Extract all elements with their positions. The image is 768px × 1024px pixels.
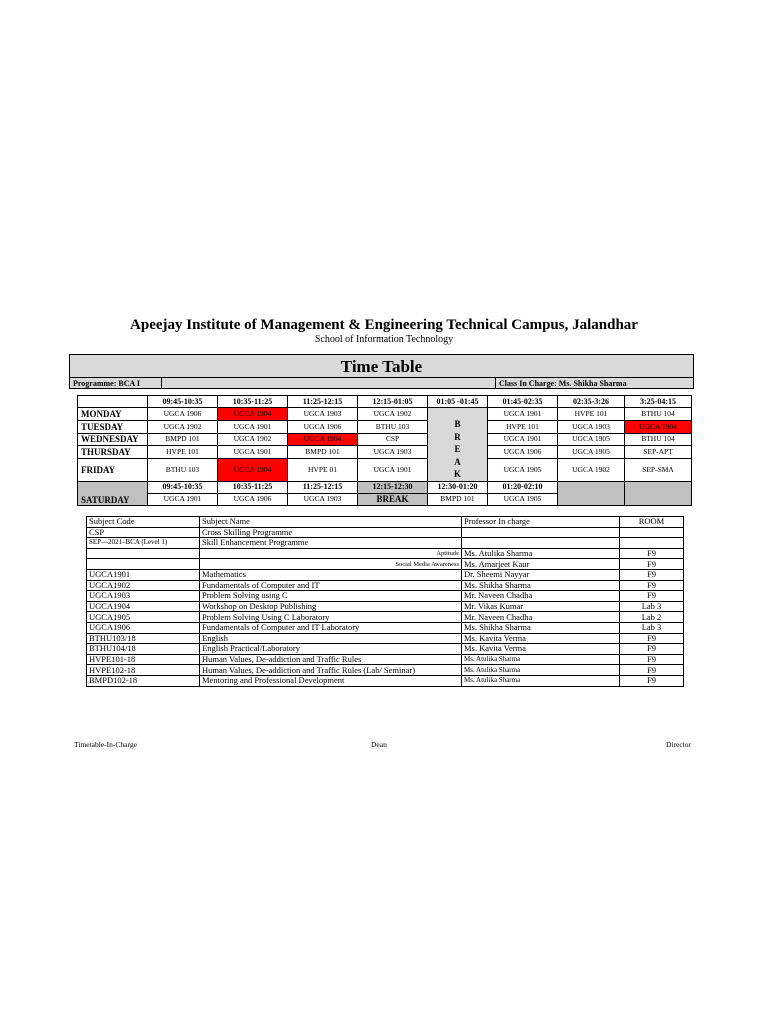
class-cell: UGCA 1906 [488, 446, 558, 459]
class-cell: UGCA 1902 [558, 459, 625, 481]
professor-in-charge: Mr. Vikas Kumar [462, 601, 620, 612]
programme-row [70, 377, 693, 389]
slot-time: 09:45-10:35 [148, 396, 218, 408]
slot-time: 11:25-12:15 [288, 396, 358, 408]
room: F9 [620, 654, 684, 665]
slot-time: 12:15-12:30 [358, 481, 428, 493]
subject-name: English Practical/Laboratory [200, 644, 462, 655]
subject-code: CSP [87, 527, 200, 538]
day-label: FRIDAY [78, 459, 148, 481]
professor-in-charge: Ms. Atulika Sharma [462, 675, 620, 686]
class-cell: UGCA 1903 [358, 446, 428, 459]
room [620, 538, 684, 549]
class-cell: HVPE 101 [488, 420, 558, 433]
class-cell: UGCA 1902 [148, 420, 218, 433]
subject-name: Human Values, De-addiction and Traffic Rules (Lab/ Seminar) [200, 665, 462, 676]
slot-time: 09:45-10:35 [148, 481, 218, 493]
room: F9 [620, 548, 684, 559]
class-cell: UGCA 1901 [148, 493, 218, 505]
professor-in-charge: Ms. Kavita Verma [462, 633, 620, 644]
slot-time: 01:20-02:10 [488, 481, 558, 493]
table-row [87, 665, 684, 676]
class-cell: UGCA 1902 [218, 433, 288, 446]
table-row [87, 591, 684, 602]
slot-time: 02:35-3:26 [558, 396, 625, 408]
class-cell: UGCA 1906 [218, 493, 288, 505]
table-row [87, 601, 684, 612]
class-cell: HVPE 101 [558, 408, 625, 421]
room: Lab 3 [620, 601, 684, 612]
class-cell: UGCA 1904 [218, 459, 288, 481]
class-cell: UGCA 1902 [358, 408, 428, 421]
room: F9 [620, 675, 684, 686]
subject-header-row [87, 517, 684, 528]
subject-name: Aptitude [200, 548, 462, 559]
room: Lab 3 [620, 622, 684, 633]
break-letters: B R E A K [453, 419, 461, 479]
subject-name: Fundamentals of Computer and IT Laboratory [200, 622, 462, 633]
class-cell: UGCA 1901 [488, 408, 558, 421]
subject-code: UGCA1901 [87, 569, 200, 580]
class-cell: UGCA 1905 [558, 433, 625, 446]
programme-blank [162, 378, 496, 389]
professor-in-charge: Mr. Naveen Chadha [462, 591, 620, 602]
class-cell: BMPD 101 [428, 493, 488, 505]
table-row [87, 559, 684, 570]
column-header: Subject Name [200, 517, 462, 528]
slot-header-row [78, 396, 692, 408]
room: F9 [620, 665, 684, 676]
column-header: Professor In charge [462, 517, 620, 528]
professor-in-charge: Dr. Sheemi Nayyar [462, 569, 620, 580]
class-cell: BTHU 103 [358, 420, 428, 433]
class-cell: BMPD 101 [148, 433, 218, 446]
subject-code: BTHU104/18 [87, 644, 200, 655]
table-row [87, 548, 684, 559]
subject-table [86, 516, 684, 687]
table-row [87, 654, 684, 665]
day-label-saturday: SATURDAY [78, 481, 148, 505]
slot-time: 11:25-12:15 [288, 481, 358, 493]
class-in-charge: Class In Charge: Ms. Shikha Sharma [499, 379, 627, 388]
subject-name: Social Media Awareness [200, 559, 462, 570]
subject-name: Cross Skilling Programme [200, 527, 462, 538]
class-cell: UGCA 1901 [358, 459, 428, 481]
day-row-friday [78, 459, 692, 481]
day-label: MONDAY [78, 408, 148, 421]
slot-time: 01:45-02:35 [488, 396, 558, 408]
corner-cell [78, 396, 148, 408]
table-row [87, 569, 684, 580]
subject-code [87, 548, 200, 559]
subject-name: Problem Solving Using C Laboratory [200, 612, 462, 623]
day-row-thursday [78, 446, 692, 459]
schedule-table [77, 395, 692, 506]
room: F9 [620, 559, 684, 570]
saturday-slot-row [78, 481, 692, 493]
class-cell: CSP [358, 433, 428, 446]
room: Lab 2 [620, 612, 684, 623]
room [620, 527, 684, 538]
subject-code: HVPE101-18 [87, 654, 200, 665]
class-cell: UGCA 1905 [488, 459, 558, 481]
slot-time: 10:35-11:25 [218, 481, 288, 493]
professor-in-charge: Ms. Kavita Verma [462, 644, 620, 655]
subject-name: Mentoring and Professional Development [200, 675, 462, 686]
subject-name: Workshop on Desktop Publishing [200, 601, 462, 612]
class-cell: BTHU 104 [625, 433, 692, 446]
column-header: ROOM [620, 517, 684, 528]
signature-timetable-in-charge: Timetable-In-Charge [74, 740, 137, 749]
class-cell: UGCA 1901 [218, 420, 288, 433]
class-cell: UGCA 1906 [288, 420, 358, 433]
table-row [87, 580, 684, 591]
subject-code: UGCA1903 [87, 591, 200, 602]
subject-name: English [200, 633, 462, 644]
class-cell: UGCA 1904 [625, 420, 692, 433]
empty-cell [558, 481, 625, 505]
room: F9 [620, 644, 684, 655]
professor-in-charge [462, 538, 620, 549]
professor-in-charge: Ms. Atulika Sharma [462, 665, 620, 676]
subject-code: UGCA1906 [87, 622, 200, 633]
subject-code: BMPD102-18 [87, 675, 200, 686]
class-cell: UGCA 1905 [488, 493, 558, 505]
room: F9 [620, 633, 684, 644]
class-cell: UGCA 1901 [218, 446, 288, 459]
day-row-wednesday [78, 433, 692, 446]
professor-in-charge [462, 527, 620, 538]
signature-dean: Dean [371, 740, 387, 749]
class-cell: UGCA 1904 [218, 408, 288, 421]
table-row [87, 675, 684, 686]
professor-in-charge: Ms. Atulika Sharma [462, 654, 620, 665]
slot-time: 10:35-11:25 [218, 396, 288, 408]
subject-name: Fundamentals of Computer and IT [200, 580, 462, 591]
subject-name: Mathematics [200, 569, 462, 580]
institute-title: Apeejay Institute of Management & Engineering Technical Campus, Jalandhar [130, 317, 638, 333]
subject-code: HVPE102-18 [87, 665, 200, 676]
class-cell: UGCA 1903 [288, 408, 358, 421]
slot-time: 12:30-01:20 [428, 481, 488, 493]
table-row [87, 612, 684, 623]
class-cell: UGCA 1905 [558, 446, 625, 459]
professor-in-charge: Ms. Amarjeet Kaur [462, 559, 620, 570]
subject-code: BTHU103/18 [87, 633, 200, 644]
slot-time: 01:05 -01:45 [428, 396, 488, 408]
day-label: TUESDAY [78, 420, 148, 433]
professor-in-charge: Ms. Atulika Sharma [462, 548, 620, 559]
subject-name: Human Values, De-addiction and Traffic Rules [200, 654, 462, 665]
table-row [87, 538, 684, 549]
class-cell: BMPD 101 [288, 446, 358, 459]
school-subtitle: School of Information Technology [314, 334, 454, 345]
day-row-monday [78, 408, 692, 421]
day-label: THURSDAY [78, 446, 148, 459]
subject-code: UGCA1902 [87, 580, 200, 591]
table-row [87, 622, 684, 633]
day-label: WEDNESDAY [78, 433, 148, 446]
table-row [87, 633, 684, 644]
class-cell: SEP-SMA [625, 459, 692, 481]
class-cell: UGCA 1904 [288, 433, 358, 446]
class-cell: HVPE 101 [148, 446, 218, 459]
empty-cell [625, 481, 692, 505]
timetable-title: Time Table [340, 357, 423, 376]
subject-code: SEP—2021–BCA (Level 1) [87, 538, 200, 549]
slot-time: 12:15-01:05 [358, 396, 428, 408]
table-row [87, 527, 684, 538]
column-header: Subject Code [87, 517, 200, 528]
room: F9 [620, 569, 684, 580]
professor-in-charge: Ms. Shikha Sharma [462, 580, 620, 591]
day-row-tuesday [78, 420, 692, 433]
room: F9 [620, 580, 684, 591]
class-cell: UGCA 1906 [148, 408, 218, 421]
class-cell: BTHU 103 [148, 459, 218, 481]
subject-code: UGCA1905 [87, 612, 200, 623]
table-row [87, 644, 684, 655]
professor-in-charge: Ms. Shikha Sharma [462, 622, 620, 633]
class-cell: UGCA 1903 [558, 420, 625, 433]
class-cell: BTHU 104 [625, 408, 692, 421]
timetable-header [69, 354, 694, 389]
class-cell: SEP-APT [625, 446, 692, 459]
lunch-break-cell [428, 408, 488, 482]
programme-label: Programme: BCA I [70, 378, 162, 389]
subject-name: Problem Solving using C [200, 591, 462, 602]
subject-name: Skill Enhancement Programme [200, 538, 462, 549]
class-cell: UGCA 1903 [288, 493, 358, 505]
class-cell: UGCA 1901 [488, 433, 558, 446]
class-cell: HVPE 01 [288, 459, 358, 481]
saturday-break-cell: BREAK [358, 493, 428, 505]
slot-time: 3:25-04:15 [625, 396, 692, 408]
professor-in-charge: Mr. Naveen Chadha [462, 612, 620, 623]
subject-code: UGCA1904 [87, 601, 200, 612]
signature-director: Director [666, 740, 691, 749]
subject-code [87, 559, 200, 570]
room: F9 [620, 591, 684, 602]
